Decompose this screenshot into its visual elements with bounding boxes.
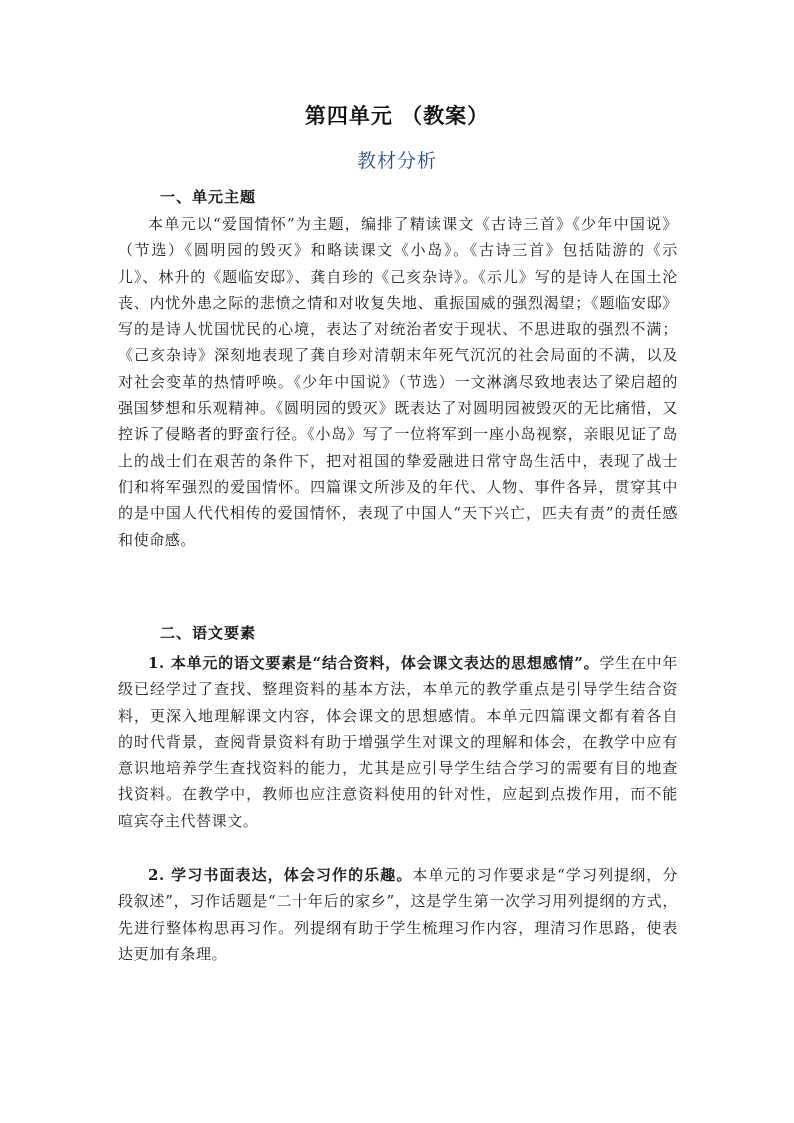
section-heading-language-elements: 二、语文要素: [160, 624, 257, 642]
section-heading-unit-theme: 一、单元主题: [160, 188, 257, 206]
document-subtitle: 教材分析: [356, 150, 437, 172]
document-title: 第四单元 （教案）: [304, 103, 490, 128]
point-1-body: 学生在中年级已经学过了查找、整理资料的基本方法，本单元的教学重点是引导学生结合资料，更深入地理解课文内容，体会课文的思想感情。本单元四篇课文都有着各自的时代背景，查阅背景资料有助于增强学生对课文的理解和体会，在教学中应有意识地培养学生查找资料的能力，尤其是应引导学生结合学习的需要有目的地查找资料。在教学中，教师也应注意资料使用的针对性，应起到点拨作用，而不能喧宾夺主代替课文。: [118, 654, 678, 830]
paragraph-language-point-2: [118, 862, 678, 967]
point-2-body: 本单元的习作要求是“学习列提纲，分段叙述”，习作话题是“二十年后的家乡”，这是学生第一次学习用列提纲的方式，先进行整体构思再习作。列提纲有助于学生梳理习作内容，理清习作思路，使表达更加有条理。: [118, 866, 678, 963]
paragraph-unit-theme: 本单元以“爱国情怀”为主题，编排了精读课文《古诗三首》《少年中国说》（节选）《圆明园的毁灭》和略读课文《小岛》。《古诗三首》包括陆游的《示儿》、林升的《题临安邸》、龚自珍的《己亥杂诗》。《示儿》写的是诗人在国土沦丧、内忧外患之际的悲愤之情和对收复失地、重振国威的强烈渴望；《题临安邸》写的是诗人忧国忧民的心境，表达了对统治者安于现状、不思进取的强烈不满；《己亥杂诗》深刻地表现了龚自珍对清朝末年死气沉沉的社会局面的不满，以及对社会变革的热情呼唤。《少年中国说》（节选）一文淋漓尽致地表达了梁启超的强国梦想和乐观精神。《圆明园的毁灭》既表达了对圆明园被毁灭的无比痛惜，又控诉了侵略者的野蛮行径。《小岛》写了一位将军到一座小岛视察，亲眼见证了岛上的战士们在艰苦的条件下，把对祖国的挚爱融进日常守岛生活中，表现了战士们和将军强烈的爱国情怀。四篇课文所涉及的年代、人物、事件各异，贯穿其中的是中国人代代相传的爱国情怀，表现了中国人“天下兴亡，匹夫有责”的责任感和使命感。: [118, 215, 678, 549]
point-1-emphasis: 1. 本单元的语文要素是“结合资料，体会课文表达的思想感情”。: [148, 654, 600, 672]
point-2-emphasis: 2. 学习书面表达，体会习作的乐趣。: [148, 866, 413, 884]
paragraph-language-point-1: [118, 650, 678, 834]
